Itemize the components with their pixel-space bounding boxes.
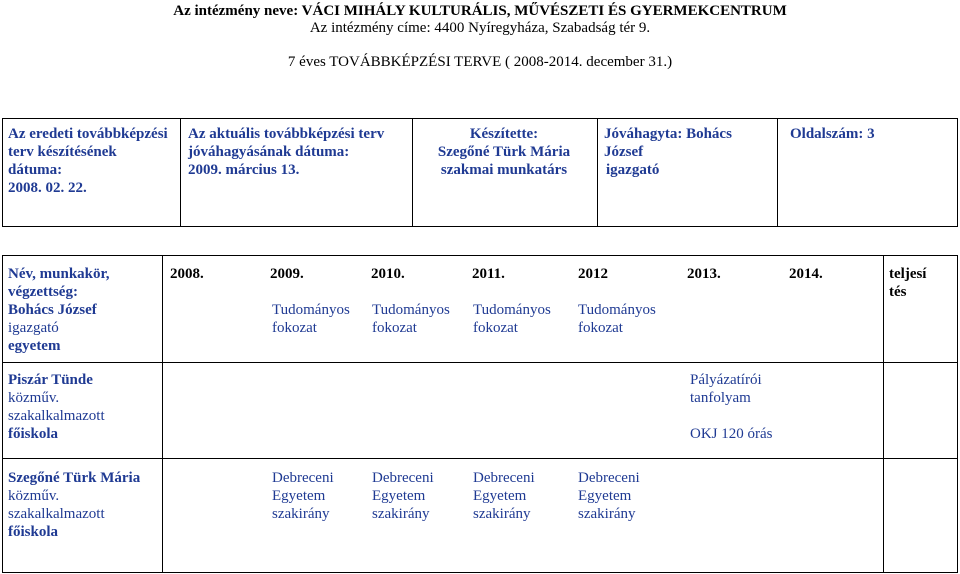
- info-text: Az eredeti továbbképzési: [8, 126, 168, 142]
- header-text: Név, munkakör,: [8, 266, 110, 282]
- header-text: teljesí: [889, 266, 927, 282]
- cell-text: Tudományos: [578, 302, 656, 318]
- person-szegone: [8, 469, 160, 541]
- info-text: József: [604, 144, 644, 160]
- year-2009: 2009.: [270, 266, 304, 282]
- person-role: közműv.: [8, 390, 60, 406]
- cell-text: Debreceni: [372, 470, 434, 486]
- cell-text: Debreceni: [272, 470, 334, 486]
- info-text: 2008. 02. 22.: [8, 180, 87, 196]
- cell-text: Debreceni: [473, 470, 535, 486]
- cell-text: szakirány: [578, 506, 636, 522]
- info-text: igazgató: [606, 162, 660, 178]
- table-border: [162, 255, 163, 573]
- cell-2012: [578, 469, 640, 523]
- year-2013: 2013.: [687, 266, 721, 282]
- cell-text: tanfolyam: [690, 390, 751, 406]
- info-divider: [957, 118, 958, 227]
- page-number: [790, 125, 955, 143]
- cell-2009: [272, 301, 350, 337]
- info-text: Jóváhagyta: Bohács: [604, 126, 732, 142]
- institution-name: Az intézmény neve: VÁCI MIHÁLY KULTURÁLIS, MŰVÉSZETI ÉS GYERMEKCENTRUM: [173, 3, 787, 19]
- cell-text: [690, 407, 773, 425]
- table-border: [883, 255, 884, 573]
- person-role: szakalkalmazott: [8, 408, 105, 424]
- year-2012: 2012: [578, 266, 608, 282]
- completion-header: [889, 265, 926, 301]
- person-education: főiskola: [8, 524, 59, 540]
- cell-text: Pályázatírói: [690, 372, 762, 388]
- cell-text: OKJ 120 órás: [690, 426, 773, 442]
- header-text: tés: [889, 284, 907, 300]
- table-border: [2, 255, 958, 256]
- current-plan-date: [188, 125, 410, 179]
- year-2011: 2011.: [472, 266, 505, 282]
- year-2010: 2010.: [371, 266, 405, 282]
- cell-text: fokozat: [272, 320, 317, 336]
- person-role: szakalkalmazott: [8, 506, 105, 522]
- person-education: főiskola: [8, 426, 59, 442]
- info-text: szakmai munkatárs: [440, 162, 568, 178]
- cell-text: Egyetem: [272, 488, 326, 504]
- cell-2011: [473, 301, 551, 337]
- cell-text: szakirány: [272, 506, 330, 522]
- cell-text: fokozat: [372, 320, 417, 336]
- cell-text: fokozat: [473, 320, 518, 336]
- cell-text: szakirány: [473, 506, 531, 522]
- cell-2010: [372, 469, 434, 523]
- cell-2010: [372, 301, 450, 337]
- info-text: Oldalszám: 3: [790, 126, 875, 142]
- year-2008: 2008.: [170, 266, 204, 282]
- cell-2009: [272, 469, 334, 523]
- info-bottom-border: [2, 226, 958, 227]
- info-divider: [2, 118, 3, 227]
- info-text: 2009. március 13.: [188, 162, 300, 178]
- info-divider: [777, 118, 778, 227]
- person-role: közműv.: [8, 488, 60, 504]
- table-border: [2, 458, 958, 459]
- plan-title: 7 éves TOVÁBBKÉPZÉSI TERVE ( 2008-2014. december 31.): [287, 54, 673, 70]
- cell-text: Egyetem: [578, 488, 632, 504]
- cell-text: Tudományos: [272, 302, 350, 318]
- approved-by: [604, 125, 776, 179]
- person-name: Piszár Tünde: [8, 372, 93, 388]
- table-border: [2, 572, 958, 573]
- prepared-by: [413, 125, 595, 179]
- person-name: Szegőné Türk Mária: [8, 470, 141, 486]
- year-2014: 2014.: [789, 266, 823, 282]
- person-role: igazgató: [8, 320, 59, 336]
- name-role-header: [8, 265, 160, 301]
- person-piszar: [8, 371, 160, 443]
- cell-text: Egyetem: [473, 488, 527, 504]
- institution-address: Az intézmény címe: 4400 Nyíregyháza, Szabadság tér 9.: [309, 20, 651, 36]
- info-text: jóváhagyásának dátuma:: [188, 144, 350, 160]
- cell-text: Debreceni: [578, 470, 640, 486]
- info-divider: [180, 118, 181, 227]
- info-top-border: [2, 118, 958, 119]
- info-text: dátuma:: [8, 162, 63, 178]
- header-text: végzettség:: [8, 284, 78, 300]
- cell-text: szakirány: [372, 506, 430, 522]
- person-name: Bohács József: [8, 302, 97, 318]
- cell-2013: [690, 371, 773, 443]
- cell-text: Tudományos: [473, 302, 551, 318]
- cell-2012: [578, 301, 656, 337]
- original-plan-date: [8, 125, 178, 197]
- info-text: Készítette:: [469, 126, 539, 142]
- table-border: [957, 255, 958, 573]
- table-border: [2, 255, 3, 573]
- cell-text: Egyetem: [372, 488, 426, 504]
- person-bohacs: [8, 301, 160, 355]
- info-text: Szegőné Türk Mária: [437, 144, 571, 160]
- person-education: egyetem: [8, 338, 61, 354]
- cell-text: fokozat: [578, 320, 623, 336]
- info-text: Az aktuális továbbképzési terv: [188, 126, 385, 142]
- info-divider: [597, 118, 598, 227]
- info-text: terv készítésének: [8, 144, 117, 160]
- cell-text: Tudományos: [372, 302, 450, 318]
- table-border: [2, 362, 958, 363]
- cell-2011: [473, 469, 535, 523]
